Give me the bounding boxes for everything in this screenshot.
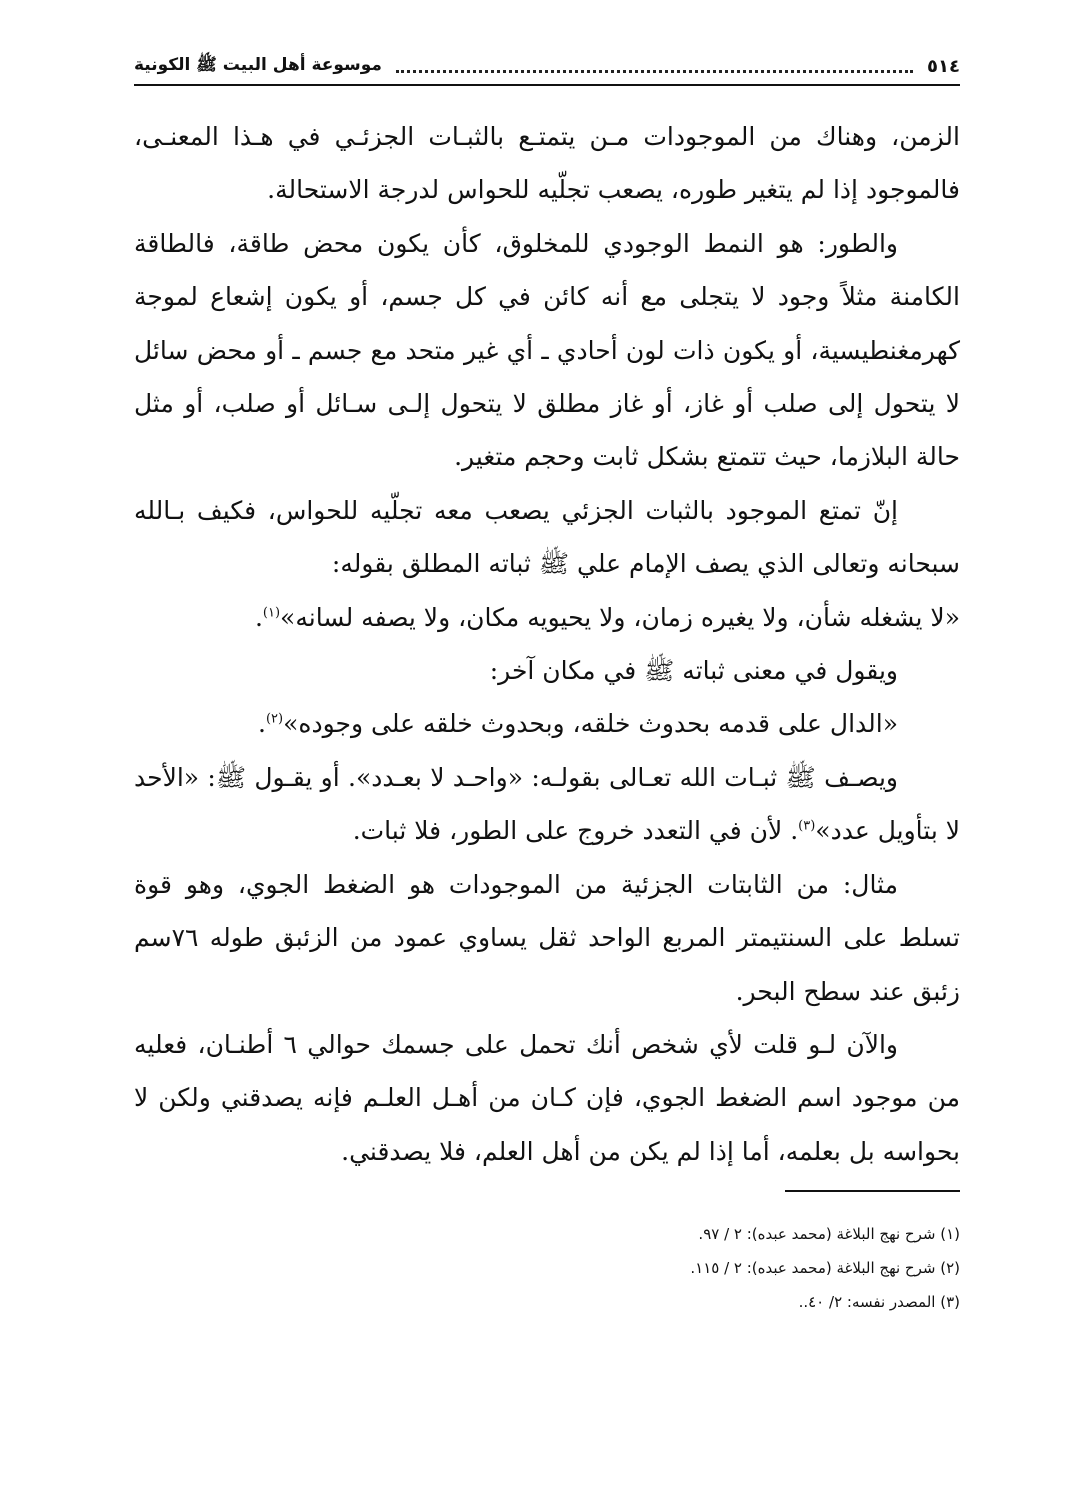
header-rule	[134, 84, 960, 86]
quote-1: «لا يشغله شأن، ولا يغيره زمان، ولا يحيويه مكان، ولا يصفه لسانه»$^{(١)}$.	[254, 602, 960, 632]
footnotes	[134, 1217, 960, 1319]
footnote-rule	[785, 1190, 960, 1192]
paragraph-5-text: ويصـف ﷺ ثبـات الله تعـالى بقولـه: «واحـد لا بعـدد». أو يقـول ﷺ: «الأحد لا بتأويل عدد»	[134, 762, 960, 846]
footnote-ref-2[interactable]: (٢)	[265, 712, 284, 728]
paragraph-1: الزمن، وهناك من الموجودات مـن يتمتـع بالثبـات الجزئـي في هـذا المعنـى، فالموجود إذا لم يتغير طوره، يصعب تجلّيه للحواس لدرجة الاستحالة.	[134, 122, 960, 205]
book-title: موسوعة أهل البيت ﷺ الكونية	[134, 54, 382, 75]
paragraph-7: والآن لـو قلت لأي شخص أنك تحمل على جسمك حوالي ٦ أطنـان، فعليه من موجود اسم الضغط الجوي، فإن كـان من أهـل العلـم فإنه يصدقني ولكن لا بحواسه بل بعلمه، أما إذا لم يكن من أهل العلم، فلا يصدقني.	[134, 1029, 960, 1166]
paragraph-6: مثال: من الثابتات الجزئية من الموجودات هو الضغط الجوي، وهو قوة تسلط على السنتيمتر المربع الواحد ثقل يساوي عمود من الزئبق طوله ٧٦سم زئبق عند سطح البحر.	[134, 869, 960, 1006]
footnote-ref-1[interactable]: (١)	[262, 605, 281, 621]
paragraph-2: والطور: هو النمط الوجودي للمخلوق، كأن يكون محض طاقة، فالطاقة الكامنة مثلاً وجود لا يتجلى مع أنه كائن في كل جسم، أو يكون إشعاع لموجة كهرمغنطيسية، أو يكون ذات لون أحادي ـ أي غير متحد مع جسم ـ أو محض سائل لا يتحول إلى صلب أو غاز، أو غاز مطلق لا يتحول إلـى سـائل أو صلب، أو مثل حالة البلازما، حيث تتمتع بشكل ثابت وحجم متغير.	[134, 228, 960, 472]
header-leader-dots	[396, 60, 913, 73]
footnote-ref-3[interactable]: (٣)	[798, 818, 816, 834]
quote-1-text: «لا يشغله شأن، ولا يغيره زمان، ولا يحيويه مكان، ولا يصفه لسانه»	[280, 602, 960, 632]
footnote-2: (٢) شرح نهج البلاغة (محمد عبده): ٢ / ١١٥.	[690, 1259, 960, 1277]
footnote-3: (٣) المصدر نفسه: ٢/ ٤٠..	[798, 1293, 960, 1311]
main-text	[134, 110, 960, 1178]
page-number: ٥١٤	[927, 55, 960, 77]
paragraph-5: ويصـف ﷺ ثبـات الله تعـالى بقولـه: «واحـد لا بعـدد». أو يقـول ﷺ: «الأحد لا بتأويل عدد»$^{(٣)}$. لأن في التعدد خروج على الطور، فلا ثبات.	[134, 762, 960, 846]
paragraph-5-tail: لأن في التعدد خروج على الطور، فلا ثبات.	[352, 816, 783, 846]
quote-2-text: «الدال على قدمه بحدوث خلقه، وبحدوث خلقه على وجوده»	[283, 709, 898, 739]
paragraph-3: إنّ تمتع الموجود بالثبات الجزئي يصعب معه تجلّيه للحواس، فكيف بـالله سبحانه وتعالى الذي يصف الإمام علي ﷺ ثباته المطلق بقوله:	[134, 495, 960, 579]
paragraph-4: ويقول في معنى ثباته ﷺ في مكان آخر:	[489, 656, 898, 686]
footnote-1: (١) شرح نهج البلاغة (محمد عبده): ٢ / ٩٧.	[698, 1225, 960, 1243]
running-header	[134, 46, 960, 86]
quote-2: «الدال على قدمه بحدوث خلقه، وبحدوث خلقه على وجوده»$^{(٢)}$.	[257, 709, 898, 739]
